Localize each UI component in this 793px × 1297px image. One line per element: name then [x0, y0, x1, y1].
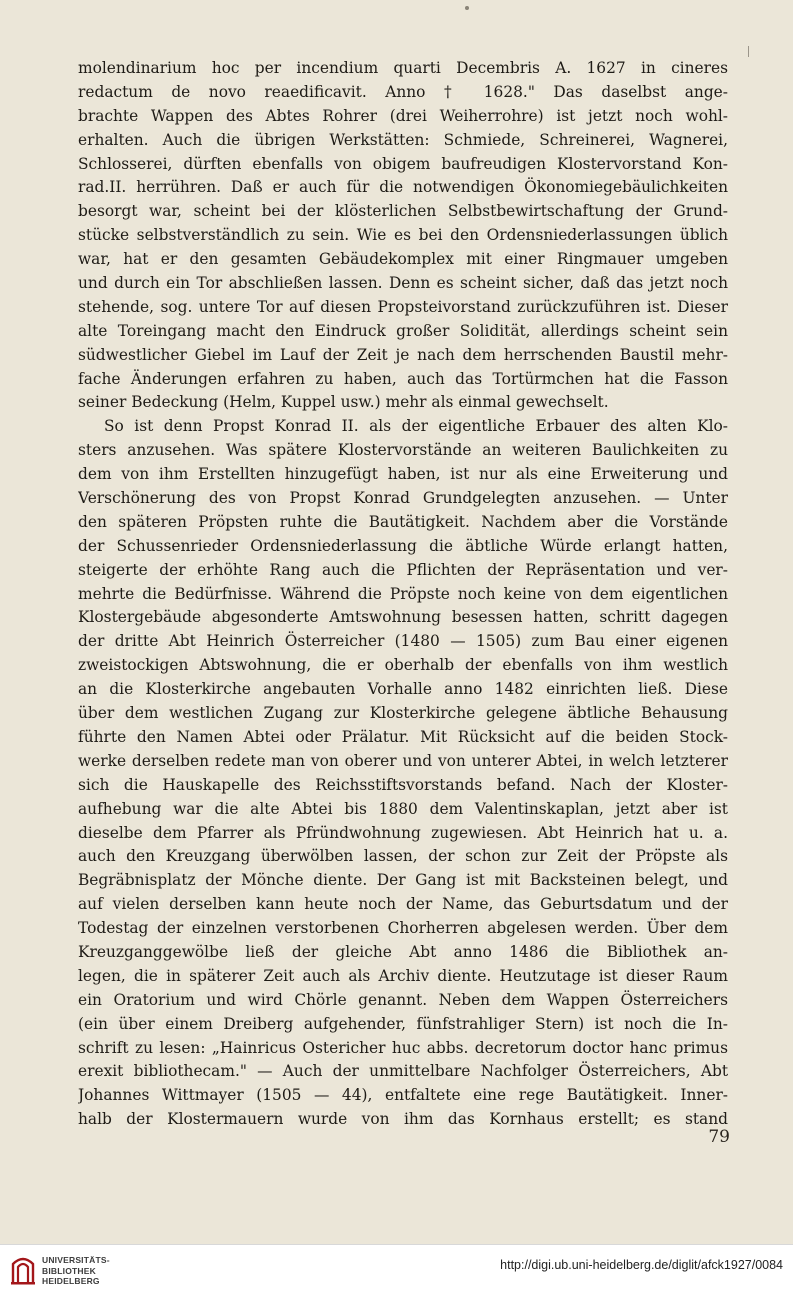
- text-line: besorgt war, scheint bei der klösterlichen Selbstbewirtschaftung der Grund-: [78, 202, 728, 221]
- text-line: Schlosserei, dürften ebenfalls von obigem baufreudigen Klostervorstand Kon-: [78, 154, 728, 173]
- library-name: [42, 1255, 110, 1287]
- permalink-url[interactable]: http://digi.ub.uni-heidelberg.de/diglit/afck1927/0084: [500, 1258, 783, 1272]
- text-line: Todestag der einzelnen verstorbenen Chorherren abgelesen werden. Über dem: [78, 919, 728, 938]
- library-name-line1: UNIVERSITÄTS-: [42, 1255, 110, 1265]
- text-line: den späteren Pröpsten ruhte die Bautätigkeit. Nachdem aber die Vorstände: [78, 512, 728, 531]
- text-line: rad.II. herrühren. Daß er auch für die notwendigen Ökonomiegebäulichkeiten: [78, 178, 728, 197]
- text-line: auf vielen derselben kann heute noch der Name, das Geburtsdatum und der: [78, 895, 728, 914]
- page-number: 79: [708, 1127, 730, 1147]
- text-line: erhalten. Auch die übrigen Werkstätten: Schmiede, Schreinerei, Wagnerei,: [78, 130, 728, 149]
- text-line: zweistockigen Abtswohnung, die er oberhalb der ebenfalls von ihm westlich: [78, 656, 728, 675]
- text-line: (ein über einem Dreiberg aufgehender, fünfstrahliger Stern) ist noch die In-: [78, 1014, 728, 1033]
- text-line: brachte Wappen des Abtes Rohrer (drei Weiherrohre) ist jetzt noch wohl-: [78, 106, 728, 125]
- text-line: steigerte der erhöhte Rang auch die Pflichten der Repräsentation und ver-: [78, 560, 728, 579]
- text-line: schrift zu lesen: „Hainricus Ostericher huc abbs. decretorum doctor hanc primus: [78, 1038, 728, 1057]
- text-line: dieselbe dem Pfarrer als Pfründwohnung zugewiesen. Abt Heinrich hat u. a.: [78, 823, 728, 842]
- text-line: Begräbnisplatz der Mönche diente. Der Gang ist mit Backsteinen belegt, und: [78, 871, 728, 890]
- margin-mark: [748, 46, 749, 57]
- text-line: So ist denn Propst Konrad II. als der eigentliche Erbauer des alten Klo-: [104, 417, 728, 436]
- text-line: molendinarium hoc per incendium quarti Decembris A. 1627 in cineres: [78, 59, 728, 77]
- library-name-line2: BIBLIOTHEK: [42, 1265, 96, 1276]
- text-line: Kreuzganggewölbe ließ der gleiche Abt anno 1486 die Bibliothek an-: [78, 942, 728, 961]
- text-line: und durch ein Tor abschließen lassen. Denn es scheint sicher, daß das jetzt noch: [78, 274, 728, 293]
- text-line: der dritte Abt Heinrich Österreicher (1480 — 1505) zum Bau einer eigenen: [78, 632, 728, 651]
- heidelberg-library-logo-icon: [10, 1252, 36, 1286]
- text-line: Klostergebäude abgesonderte Amtswohnung besessen hatten, schritt dagegen: [78, 608, 728, 627]
- text-line: mehrte die Bedürfnisse. Während die Pröpste noch keine von dem eigentlichen: [78, 584, 728, 603]
- text-line: aufhebung war die alte Abtei bis 1880 dem Valentinskaplan, jetzt aber ist: [78, 799, 728, 818]
- viewer-footer: [0, 1244, 793, 1297]
- text-line: fache Änderungen erfahren zu haben, auch das Tortürmchen hat die Fasson: [78, 369, 728, 388]
- text-line: alte Toreingang macht den Eindruck großer Solidität, allerdings scheint sein: [78, 321, 728, 340]
- text-line: an die Klosterkirche angebauten Vorhalle anno 1482 einrichten ließ. Diese: [78, 680, 728, 699]
- text-line: halb der Klostermauern wurde von ihm das Kornhaus erstellt; es stand: [78, 1110, 728, 1129]
- text-line: erexit bibliothecam." — Auch der unmittelbare Nachfolger Österreichers, Abt: [78, 1062, 728, 1081]
- text-line: stehende, sog. untere Tor auf diesen Propsteivorstand zurückzuführen ist. Dieser: [78, 297, 728, 316]
- text-line: ein Oratorium und wird Chörle genannt. Neben dem Wappen Österreichers: [78, 990, 728, 1009]
- text-line: auch den Kreuzgang überwölben lassen, der schon zur Zeit der Pröpste als: [78, 847, 728, 866]
- text-line: der Schussenrieder Ordensniederlassung die äbtliche Würde erlangt hatten,: [78, 536, 728, 555]
- scan-speck: [465, 6, 469, 10]
- text-line: dem von ihm Erstellten hinzugefügt haben, ist nur als eine Erweiterung und: [78, 465, 728, 484]
- text-line: südwestlicher Giebel im Lauf der Zeit je nach dem herrschenden Baustil mehr-: [78, 345, 728, 364]
- body-text: [78, 57, 728, 1132]
- text-line: sters anzusehen. Was spätere Klostervorstände an weiteren Baulichkeiten zu: [78, 441, 728, 460]
- text-line: legen, die in späterer Zeit auch als Archiv diente. Heutzutage ist dieser Raum: [78, 966, 728, 985]
- text-line: war, hat er den gesamten Gebäudekomplex mit einer Ringmauer umgeben: [78, 250, 728, 269]
- text-line: über dem westlichen Zugang zur Klosterkirche gelegene äbtliche Behausung: [78, 704, 728, 723]
- text-line: sich die Hauskapelle des Reichsstiftsvorstands befand. Nach der Kloster-: [78, 775, 728, 794]
- text-line: Johannes Wittmayer (1505 — 44), entfaltete eine rege Bautätigkeit. Inner-: [78, 1086, 728, 1105]
- library-name-line3: HEIDELBERG: [42, 1276, 100, 1286]
- text-line: werke derselben redete man von oberer und von unterer Abtei, in welch letzterer: [78, 751, 728, 770]
- text-line: Verschönerung des von Propst Konrad Grundgelegten anzusehen. — Unter: [78, 489, 728, 508]
- text-line: redactum de novo reaedificavit. Anno † 1628." Das daselbst ange-: [78, 82, 728, 101]
- text-line: führte den Namen Abtei oder Prälatur. Mit Rücksicht auf die beiden Stock-: [78, 727, 728, 746]
- text-line: stücke selbstverständlich zu sein. Wie es bei den Ordensniederlassungen üblich: [78, 226, 728, 245]
- text-line: seiner Bedeckung (Helm, Kuppel usw.) mehr als einmal gewechselt.: [78, 393, 609, 412]
